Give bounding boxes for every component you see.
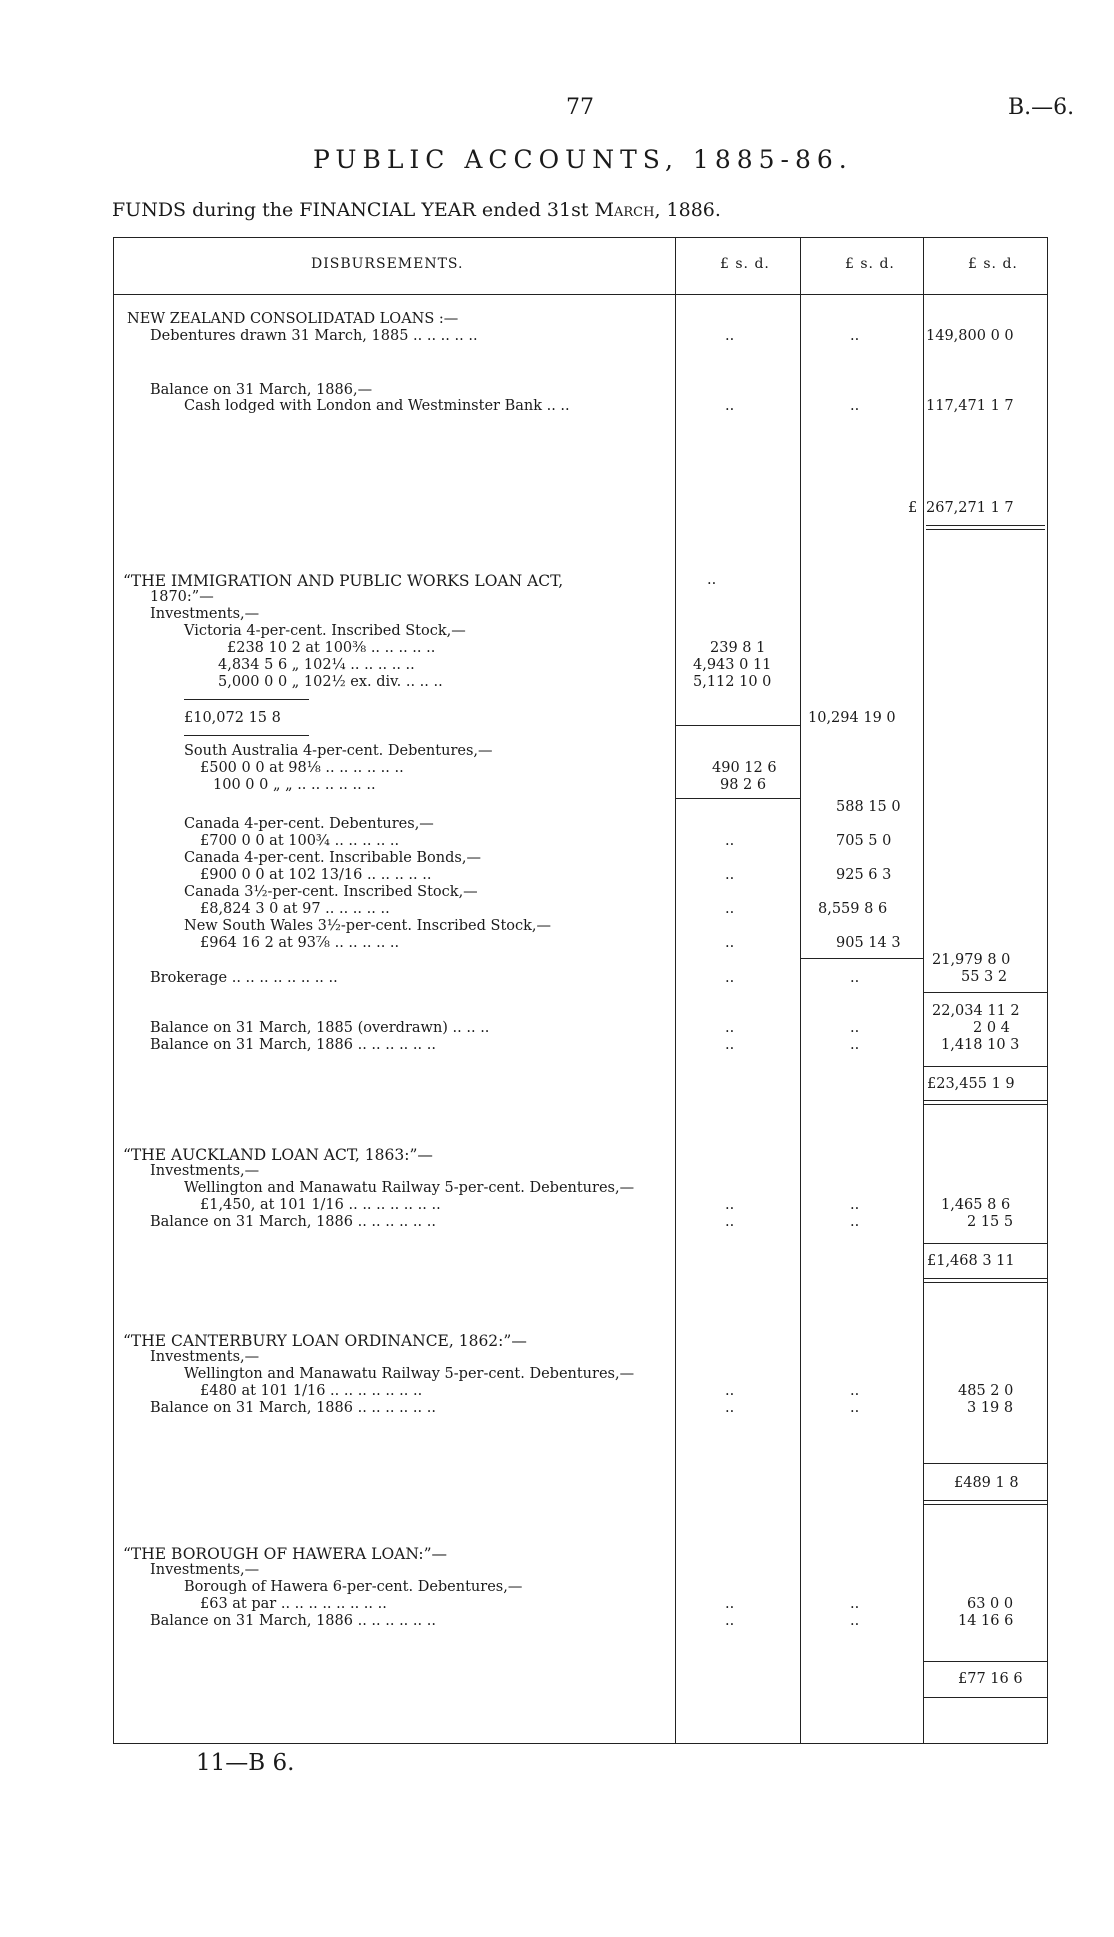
page-reference: B.—6.: [1008, 95, 1075, 120]
imm-sa-col1-rule: [676, 798, 800, 799]
canterbury-total-rule-top: [924, 1463, 1047, 1464]
canterbury-balance-col3: 3 19 8: [967, 1400, 1014, 1416]
auckland-investments: Investments,—: [150, 1163, 260, 1179]
nz-total: 267,271 1 7: [926, 500, 1014, 516]
imm-nsw-col2: 905 14 3: [836, 935, 901, 951]
imm-sa-line-2: 100 0 0 „ „ .. .. .. .. .. ..: [213, 777, 376, 793]
canterbury-railway-line: £480 at 101 1/16 .. .. .. .. .. .. ..: [200, 1383, 423, 1399]
imm-sa-col2: 588 15 0: [836, 799, 901, 815]
nz-total-sign: £: [908, 500, 918, 516]
disbursements-header: DISBURSEMENTS.: [311, 256, 464, 272]
imm-heading: “THE IMMIGRATION AND PUBLIC WORKS LOAN ACT,: [123, 572, 564, 590]
auckland-total-rule-top: [924, 1243, 1047, 1244]
auckland-total: £1,468 3 11: [927, 1253, 1015, 1269]
imm-balance-1886-col3: 1,418 10 3: [941, 1037, 1020, 1053]
hawera-balance-col1: ..: [725, 1613, 735, 1629]
subtitle-month: March: [594, 199, 655, 221]
canterbury-total: £489 1 8: [954, 1475, 1019, 1491]
imm-canada-stock-col1: ..: [725, 901, 735, 917]
imm-canada-stock-col2: 8,559 8 6: [818, 901, 888, 917]
imm-victoria-line-1: £238 10 2 at 100⅜ .. .. .. .. ..: [227, 640, 436, 656]
hawera-investments: Investments,—: [150, 1562, 260, 1578]
hawera-par-line: £63 at par .. .. .. .. .. .. .. ..: [200, 1596, 387, 1612]
imm-balance-1886-col1: ..: [725, 1037, 735, 1053]
imm-canada-stock: Canada 3½-per-cent. Inscribed Stock,—: [184, 884, 478, 900]
auckland-balance-col1: ..: [725, 1214, 735, 1230]
auckland-railway-col1: ..: [725, 1197, 735, 1213]
subtitle-prefix: FUNDS during the FINANCIAL YEAR ended 31st: [112, 199, 595, 221]
imm-total-rule-top: [924, 1066, 1047, 1067]
page-subtitle: [112, 199, 721, 221]
table-left-border: [113, 237, 114, 1744]
hawera-par-col1: ..: [725, 1596, 735, 1612]
nz-debentures-col1: ..: [725, 328, 735, 344]
table-top-rule: [113, 237, 1048, 238]
column-header-3: £ s. d.: [968, 256, 1018, 272]
imm-canada-debentures-line: £700 0 0 at 100¾ .. .. .. .. ..: [200, 833, 400, 849]
hawera-balance-col2: ..: [850, 1613, 860, 1629]
imm-balance-1885-col2: ..: [850, 1020, 860, 1036]
column-header-1: £ s. d.: [720, 256, 770, 272]
footer-signature: 11—B 6.: [196, 1750, 295, 1776]
auckland-balance: Balance on 31 March, 1886 .. .. .. .. .. ..: [150, 1214, 436, 1230]
imm-brokerage-col1: ..: [725, 970, 735, 986]
nz-heading: NEW ZEALAND CONSOLIDATAD LOANS :—: [127, 311, 459, 327]
auckland-railway: Wellington and Manawatu Railway 5-per-cent. Debentures,—: [184, 1180, 635, 1196]
imm-victoria-col2: 10,294 19 0: [808, 710, 896, 726]
column-header-2: £ s. d.: [845, 256, 895, 272]
imm-balance-1885: Balance on 31 March, 1885 (overdrawn) .. .. ..: [150, 1020, 490, 1036]
imm-brokerage-rule: [924, 992, 1047, 993]
canterbury-investments: Investments,—: [150, 1349, 260, 1365]
canterbury-balance-col1: ..: [725, 1400, 735, 1416]
auckland-heading: “THE AUCKLAND LOAN ACT, 1863:”—: [123, 1146, 433, 1164]
nz-debentures: Debentures drawn 31 March, 1885 .. .. .. .. ..: [150, 328, 478, 344]
hawera-total: £77 16 6: [958, 1671, 1023, 1687]
hawera-total-rule: [924, 1697, 1047, 1698]
nz-total-rule-2: [926, 529, 1045, 530]
imm-canada-debentures-col2: 705 5 0: [836, 833, 892, 849]
hawera-debentures: Borough of Hawera 6-per-cent. Debentures,—: [184, 1579, 523, 1595]
imm-nsw-stock: New South Wales 3½-per-cent. Inscribed Stock,—: [184, 918, 552, 934]
imm-balance-1885-col1: ..: [725, 1020, 735, 1036]
nz-cash-col1: ..: [725, 398, 735, 414]
table-right-border: [1047, 237, 1048, 1744]
hawera-balance: Balance on 31 March, 1886 .. .. .. .. .. ..: [150, 1613, 436, 1629]
nz-balance: Balance on 31 March, 1886,—: [150, 382, 373, 398]
imm-victoria-rule-top: [184, 699, 309, 700]
imm-victoria-total: £10,072 15 8: [184, 710, 281, 726]
page-title: PUBLIC ACCOUNTS, 1885-86.: [313, 145, 853, 174]
auckland-total-rule-1: [924, 1278, 1047, 1279]
imm-victoria-line-3: 5,000 0 0 „ 102½ ex. div. .. .. ..: [218, 674, 443, 690]
hawera-total-rule-top: [924, 1661, 1047, 1662]
subtitle-suffix: , 1886.: [654, 199, 721, 221]
imm-victoria-rule-bottom: [184, 735, 309, 736]
imm-subtotal-col3: 22,034 11 2: [932, 1003, 1020, 1019]
imm-canada-debentures: Canada 4-per-cent. Debentures,—: [184, 816, 434, 832]
canterbury-railway-col1: ..: [725, 1383, 735, 1399]
imm-canada-stock-line: £8,824 3 0 at 97 .. .. .. .. ..: [200, 901, 390, 917]
canterbury-railway: Wellington and Manawatu Railway 5-per-cent. Debentures,—: [184, 1366, 635, 1382]
imm-victoria-value-1: 239 8 1: [710, 640, 766, 656]
canterbury-balance-col2: ..: [850, 1400, 860, 1416]
imm-canada-bonds-col1: ..: [725, 867, 735, 883]
imm-total-rule-1: [924, 1100, 1047, 1101]
hawera-balance-col3: 14 16 6: [958, 1613, 1014, 1629]
imm-nsw-line: £964 16 2 at 93⅞ .. .. .. .. ..: [200, 935, 400, 951]
imm-col2-rule: [801, 958, 923, 959]
auckland-railway-col3: 1,465 8 6: [941, 1197, 1011, 1213]
imm-heading-dots: ..: [707, 572, 717, 588]
imm-sa-value-1: 490 12 6: [712, 760, 777, 776]
page-number: 77: [566, 95, 594, 120]
imm-canada-debentures-col1: ..: [725, 833, 735, 849]
auckland-balance-col2: ..: [850, 1214, 860, 1230]
imm-nsw-col1: ..: [725, 935, 735, 951]
canterbury-balance: Balance on 31 March, 1886 .. .. .. .. .. ..: [150, 1400, 436, 1416]
canterbury-railway-col2: ..: [850, 1383, 860, 1399]
nz-total-rule-1: [926, 525, 1045, 526]
nz-cash-col2: ..: [850, 398, 860, 414]
canterbury-railway-col3: 485 2 0: [958, 1383, 1014, 1399]
nz-cash-col3: 117,471 1 7: [926, 398, 1014, 414]
canterbury-heading: “THE CANTERBURY LOAN ORDINANCE, 1862:”—: [123, 1332, 527, 1350]
imm-canada-bonds-line: £900 0 0 at 102 13/16 .. .. .. .. ..: [200, 867, 432, 883]
canterbury-total-rule-1: [924, 1500, 1047, 1501]
imm-sa-line-1: £500 0 0 at 98⅛ .. .. .. .. .. ..: [200, 760, 404, 776]
hawera-heading: “THE BOROUGH OF HAWERA LOAN:”—: [123, 1545, 448, 1563]
nz-debentures-col2: ..: [850, 328, 860, 344]
imm-total-rule-2: [924, 1104, 1047, 1105]
column-divider-1: [675, 237, 676, 1744]
auckland-balance-col3: 2 15 5: [967, 1214, 1014, 1230]
imm-sum-col3: 21,979 8 0: [932, 952, 1011, 968]
imm-heading-year: 1870:”—: [150, 589, 214, 605]
column-divider-3: [923, 237, 924, 1744]
imm-canada-bonds: Canada 4-per-cent. Inscribable Bonds,—: [184, 850, 481, 866]
imm-brokerage-col2: ..: [850, 970, 860, 986]
auckland-railway-col2: ..: [850, 1197, 860, 1213]
auckland-railway-line: £1,450, at 101 1/16 .. .. .. .. .. .. ..: [200, 1197, 441, 1213]
header-bottom-rule: [113, 294, 1048, 295]
imm-south-australia: South Australia 4-per-cent. Debentures,—: [184, 743, 493, 759]
hawera-par-col2: ..: [850, 1596, 860, 1612]
imm-victoria: Victoria 4-per-cent. Inscribed Stock,—: [184, 623, 466, 639]
imm-sa-value-2: 98 2 6: [720, 777, 767, 793]
imm-investments: Investments,—: [150, 606, 260, 622]
nz-cash: Cash lodged with London and Westminster Bank .. ..: [184, 398, 570, 414]
imm-total: £23,455 1 9: [927, 1076, 1015, 1092]
auckland-total-rule-2: [924, 1282, 1047, 1283]
imm-balance-1886: Balance on 31 March, 1886 .. .. .. .. .. ..: [150, 1037, 436, 1053]
imm-brokerage: Brokerage .. .. .. .. .. .. .. ..: [150, 970, 338, 986]
nz-debentures-col3: 149,800 0 0: [926, 328, 1014, 344]
imm-victoria-line-2: 4,834 5 6 „ 102¼ .. .. .. .. ..: [218, 657, 415, 673]
imm-brokerage-col3: 55 3 2: [961, 969, 1008, 985]
imm-balance-1885-col3: 2 0 4: [973, 1020, 1010, 1036]
imm-victoria-col1-rule: [676, 725, 800, 726]
imm-victoria-value-2: 4,943 0 11: [693, 657, 772, 673]
column-divider-2: [800, 237, 801, 1744]
canterbury-total-rule-2: [924, 1504, 1047, 1505]
imm-balance-1886-col2: ..: [850, 1037, 860, 1053]
table-bottom-rule: [113, 1743, 1048, 1744]
hawera-par-col3: 63 0 0: [967, 1596, 1014, 1612]
imm-victoria-value-3: 5,112 10 0: [693, 674, 772, 690]
imm-canada-bonds-col2: 925 6 3: [836, 867, 892, 883]
